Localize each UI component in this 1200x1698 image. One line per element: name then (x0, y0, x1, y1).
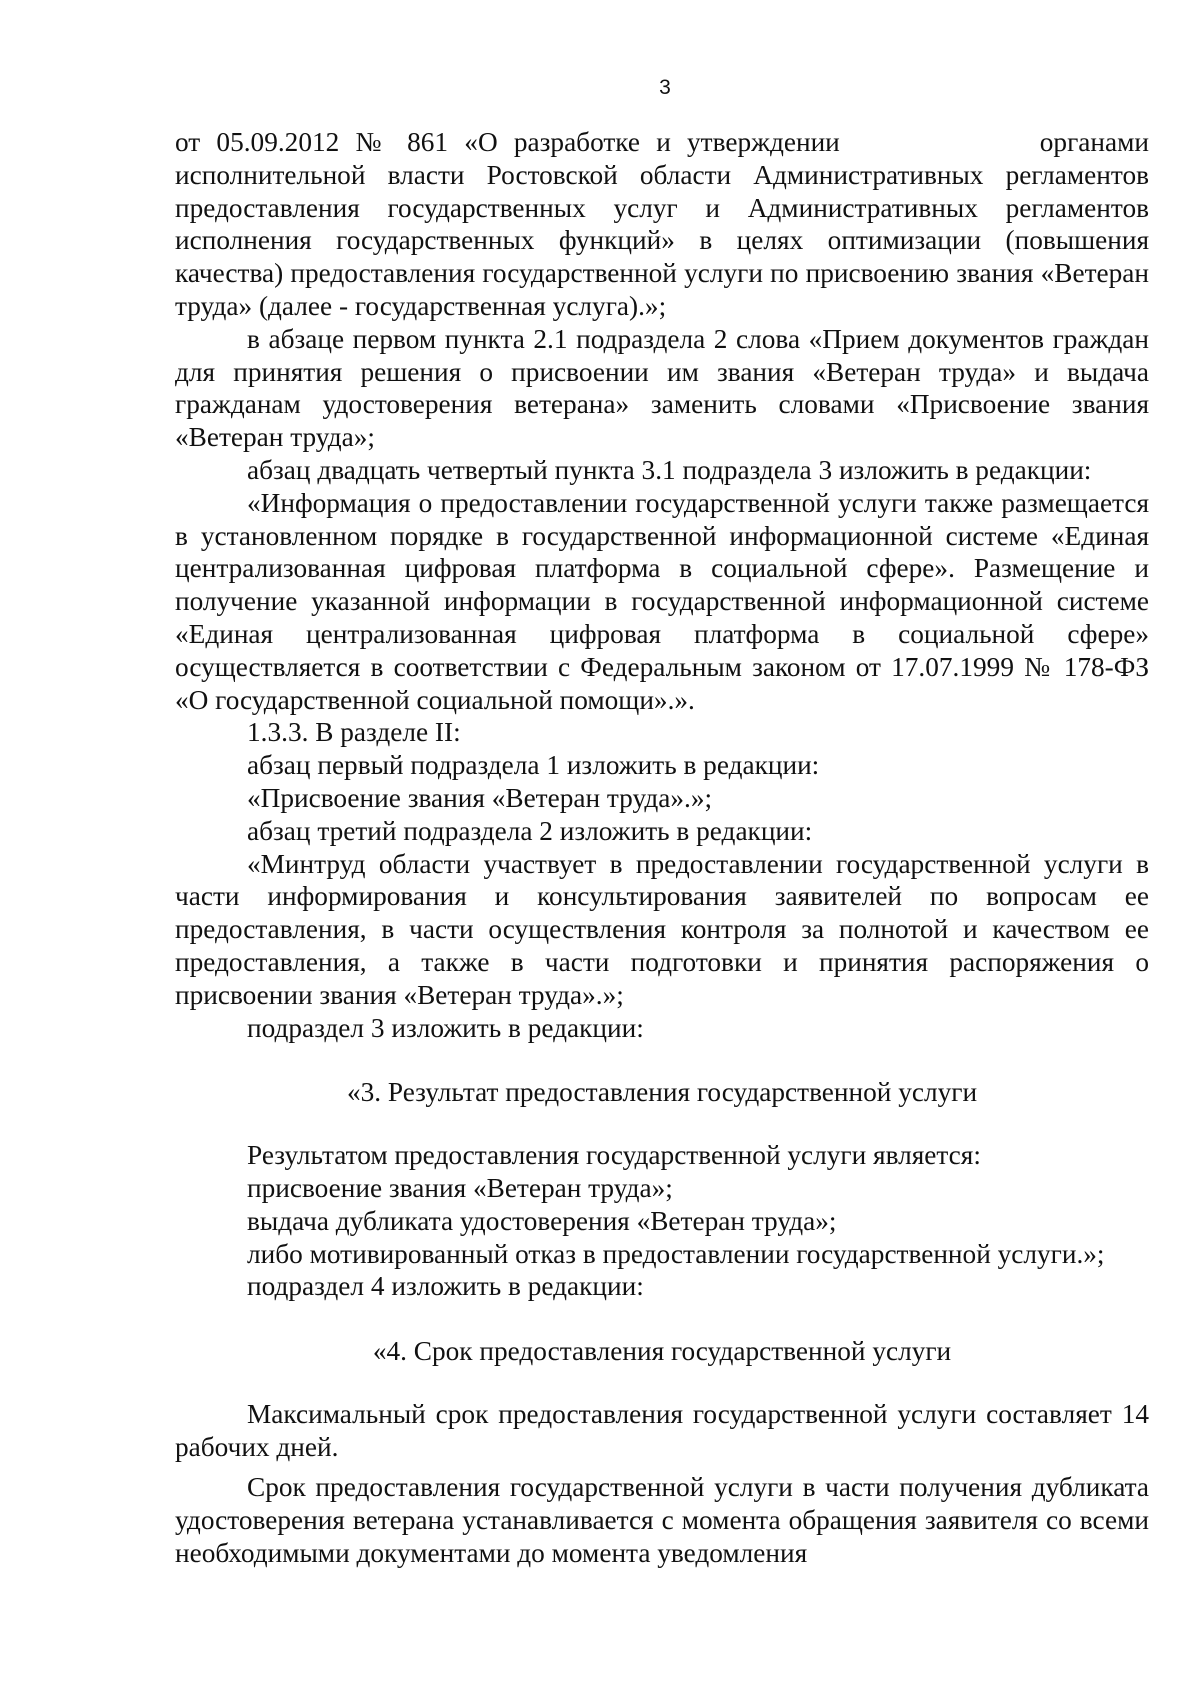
page-number: 3 (659, 76, 671, 99)
paragraph-mintrud-text: «Минтруд области участвует в предоставлении государственной услуги в части информирования и консультирования заявителей по вопросам ее предоставления, в части осуществления контроля за полнотой и качеством ее предоставления, а также в части подготовки и принятия распоряжения о присвоении звания «Ветеран труда».»; (175, 848, 1149, 1010)
paragraph-information-text: «Информация о предоставлении государственной услуги также размещается в установленном порядке в государственной информационной системе «Единая централизованная цифровая платформа в социальной сфере». Размещение и получение указанной информации в государственной информационной системе «Единая централизованная цифровая платформа в социальной сфере» осуществляется в соответствии с Федеральным законом от 17.07.1999 № 178-ФЗ «О государственной социальной помощи».». (175, 487, 1149, 715)
paragraph-duplicate-term: Срок предоставления государственной услуги в части получения дубликата удостоверения ветерана устанавливается с момента обращения заявителя со всеми необходимыми документами до момента уведомления (175, 1472, 1149, 1569)
paragraph-subsection-1-text: «Присвоение звания «Ветеран труда».»; (247, 782, 713, 813)
paragraph-subsection-3-instruction: подраздел 3 изложить в редакции: (247, 1012, 644, 1043)
paragraph-section-2-title: 1.3.3. В разделе II: (247, 717, 461, 748)
paragraph-continuation (175, 126, 1149, 323)
paragraph-subsection-1-instruction: абзац первый подраздела 1 изложить в редакции: (247, 750, 820, 781)
heading-service-term: «4. Срок предоставления государственной услуги (372, 1336, 952, 1367)
document-body (175, 126, 1149, 1570)
paragraph-max-term: Максимальный срок предоставления государственной услуги составляет 14 рабочих дней. (175, 1398, 1149, 1462)
paragraph-continuation-rest: органами исполнительной власти Ростовской области Административных регламентов предоставления государственных услуг и Административных регламентов исполнения государственных функций» в целях оптимизации (повышения качества) предоставления государственной услуги по присвоению звания «Ветеран труда» (далее - государственная услуга).»; (175, 127, 1149, 321)
list-item-result-2: выдача дубликата удостоверения «Ветеран труда»; (247, 1205, 837, 1236)
paragraph-subsection-4-instruction: подраздел 4 изложить в редакции: (247, 1271, 644, 1302)
paragraph-amendment-2-1: в абзаце первом пункта 2.1 подраздела 2 слова «Прием документов граждан для принятия решения о присвоении им звания «Ветеран труда» и выдача гражданам удостоверения ветерана» заменить словами «Присвоение звания «Ветеран труда»; (175, 323, 1149, 453)
paragraph-amendment-3-1: абзац двадцать четвертый пункта 3.1 подраздела 3 изложить в редакции: (247, 454, 1092, 485)
heading-result-of-service: «3. Результат предоставления государственной услуги (346, 1077, 978, 1108)
list-item-result-3: либо мотивированный отказ в предоставлении государственной услуги.»; (247, 1238, 1105, 1269)
list-item-result-1: присвоение звания «Ветеран труда»; (247, 1172, 673, 1203)
paragraph-continuation-start: от 05.09.2012 № 861 «О разработке и утверждении (175, 127, 840, 157)
paragraph-result-intro: Результатом предоставления государственной услуги является: (247, 1140, 981, 1171)
paragraph-subsection-2-instruction: абзац третий подраздела 2 изложить в редакции: (247, 815, 813, 846)
